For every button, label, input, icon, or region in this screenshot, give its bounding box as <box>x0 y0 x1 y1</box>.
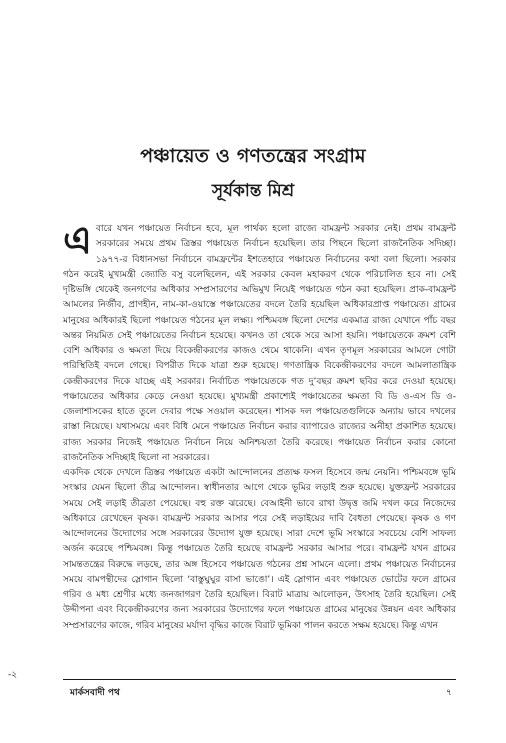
paragraph-1 <box>63 217 456 466</box>
article-author: সূর্যকান্ত মিশ্র <box>211 181 295 201</box>
paragraph-2: একদিক থেকে দেখলে ত্রিস্তর পঞ্চায়েত একটা আন্দোলনের প্রত্যক্ষ ফসল হিসেবে জন্ম নেয়নি। পশ্চিমবঙ্গে ভূমি সংস্কার যেমন ছিলো তীব্র আন্দোলন। স্বাধীনতার আগে থেকে ভূমির লড়াই শুরু হয়েছে। যুক্তফ্রন্ট সরকারের সময়ে সেই লড়াই তীব্রতা পেয়েছে। বহু রক্ত ঝরেছে। বেআইনী ভাবে রাখা উদ্বৃত্ত জমি দখল করে নিজেদের অধিকারে রেখেছেন কৃষক। বামফ্রন্ট সরকার আসার পরে সেই লড়াইয়ের দাবি বৈধতা পেয়েছে। কৃষক ও গণ আন্দোলনের উদ্যোগের সঙ্গে সরকারের উদ্যোগ যুক্ত হয়েছে। সারা দেশে ভূমি সংস্কারে সবচেয়ে বেশি সাফল্য অর্জন করেছে পশ্চিমবঙ্গ। কিন্তু পঞ্চায়েত তৈরি হয়েছে বামফ্রন্ট সরকার আসার পরে। বামফ্রন্ট যখন গ্রামের সামন্ততন্ত্রের বিরুদ্ধে লড়ছে, তার অঙ্গ হিসেবে পঞ্চায়েত গঠনের প্রশ্ন সামনে এলো। প্রথম পঞ্চায়েত নির্বাচনের সময়ে বামপন্থীদের স্লোগান ছিলো ‘বাস্তুঘুঘুর বাসা ভাঙো’। এই স্লোগান এবং পঞ্চায়েত ভোটের ফলে গ্রামের গরিব ও মধ্য শ্রেণীর মধ্যে জনজাগরণ তৈরি হয়েছিল। বিরাট মাত্রায় আলোড়ন, উৎসাহ তৈরি হয়েছিল। সেই উদ্দীপনা এবং বিকেন্দ্রীকরণের জন্য সরকারের উদ্যোগের ফলে পঞ্চায়েত গ্রামের মানুষের উন্নয়ন এবং অধিকার সম্প্রসারণের কাজে, গরিব মানুষের মর্যাদা বৃদ্ধির কাজে বিরাট ভূমিকা পালন করতে সক্ষম হয়েছে। কিন্তু এখন <box>63 468 456 631</box>
drop-cap: এ <box>63 217 92 262</box>
article-title: পঞ্চায়েত ও গণতন্ত্রের সংগ্রাম <box>140 145 366 167</box>
paragraph-1-text: বারে যখন পঞ্চায়েত নির্বাচন হবে, মূল পার্থক্য হলো রাজ্যে বামফ্রন্ট সরকার নেই। প্রথম বামফ্রন্ট সরকারের সময়ে প্রথম ত্রিস্তর পঞ্চায়েত নির্বাচন হয়েছিল। তার পিছনে ছিলো রাজনৈতিক সদিচ্ছা। ১৯৭৭-র বিধানসভা নির্বাচনে বামফ্রন্টের ইশতেহারে পঞ্চায়েত নির্বাচনের কথা বলা ছিলো। সরকার গঠন করেই মুখ্যমন্ত্রী জ্যোতি বসু বলেছিলেন, এই সরকার কেবল মহাকরণ থেকে পরিচালিত হবে না। সেই দৃষ্টিভঙ্গি থেকেই জনগণের অধিকার সম্প্রসারণের অভিমুখ নিয়েই পঞ্চায়েত গঠন করা হয়েছিল। প্রাক-বামফ্রন্ট আমলের নির্জীব, প্রাণহীন, নাম-কা-ওয়াস্তে পঞ্চায়েতের বদলে তৈরি হয়েছিল অধিকারপ্রাপ্ত পঞ্চায়েত। গ্রামের মানুষের অধিকারই ছিলো পঞ্চায়েত গঠনের মূল লক্ষ্য। পশ্চিমবঙ্গ ছিলো দেশের একমাত্র রাজ্য যেখানে পাঁচ বছর অন্তর নিয়মিত সেই পঞ্চায়েতের নির্বাচন হয়েছে। কখনও তা থেকে সরে আসা হয়নি। পঞ্চায়েতকে ক্রমশ বেশি বেশি অধিকার ও ক্ষমতা দিয়ে বিকেন্দ্রীকরণের কাজও থেমে থাকেনি। এখন তৃণমূল সরকারের আমলে গোটা পরিস্থিতিই বদলে গেছে। বিপরীত দিকে যাত্রা শুরু হয়েছে। গণতান্ত্রিক বিকেন্দ্রীকরণের বদলে আমলাতান্ত্রিক কেন্দ্রীকরণের দিকে যাচ্ছে এই সরকার। নির্বাচিত পঞ্চায়েতকে গত দু’বছর ক্রমশ ছবির করে দেওয়া হয়েছে। পঞ্চায়েতের অধিকার কেড়ে নেওয়া হয়েছে। মুখ্যমন্ত্রী প্রকাশ্যেই পঞ্চায়েতের ক্ষমতা বি ডি ও-এস ডি ও-জেলাশাসকের হাতে তুলে দেবার পক্ষে সওয়াল করেছেন। শাসক দল পঞ্চায়েতগুলিকে অন্যায় ভাবে দখলের রাস্তা নিয়েছে। যথাসময়ে এবং বিধি মেনে পঞ্চায়েত নির্বাচন করার ব্যাপারেও রাজ্যের অনীহা প্রকাশিত হয়েছে। রাজ্য সরকার নিজেই পঞ্চায়েত নির্বাচন নিয়ে অনিশ্চয়তা তৈরি করেছে। পঞ্চায়েত নির্বাচন করার কোনো রাজনৈতিক সদিচ্ছাই ছিলো না সরকারের। <box>63 224 456 463</box>
article-body <box>63 217 456 634</box>
publication-name: মার্কসবাদী পথ <box>70 688 120 698</box>
margin-mark: -২ <box>8 670 18 680</box>
footer-divider <box>63 679 456 680</box>
page-number: ৭ <box>446 688 452 698</box>
